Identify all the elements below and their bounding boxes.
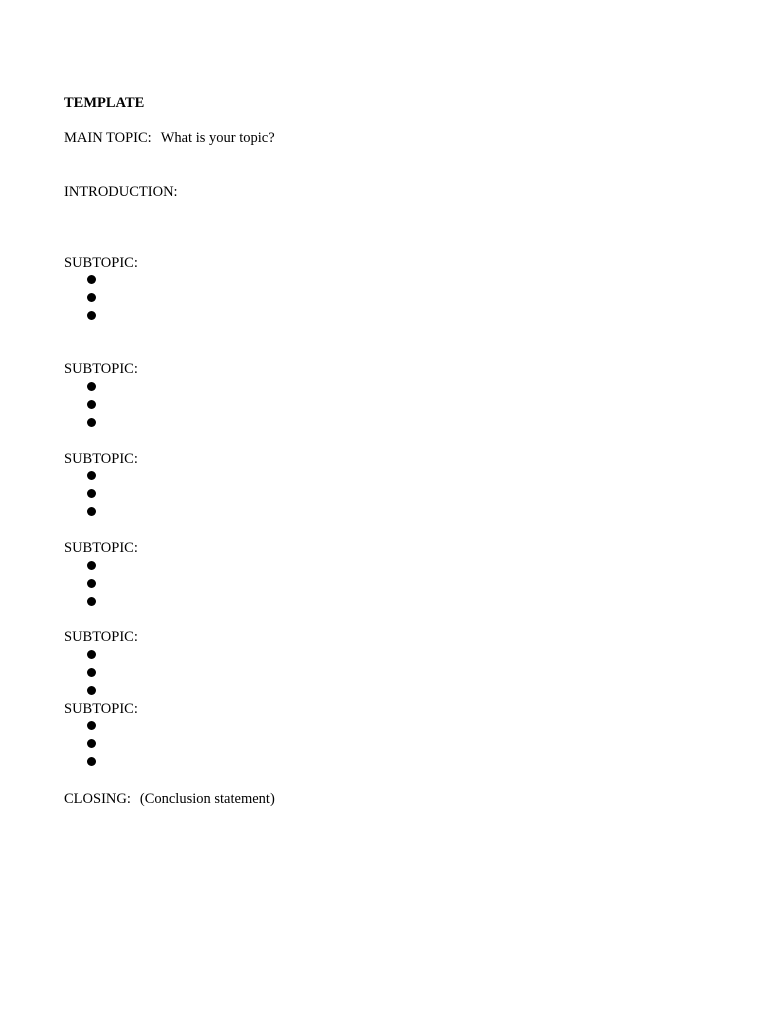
- bullet-point: [87, 757, 96, 766]
- bullet-point: [87, 739, 96, 748]
- subtopic-label: SUBTOPIC:: [64, 540, 138, 556]
- closing-line: [64, 790, 275, 808]
- closing-label: CLOSING:: [64, 791, 131, 807]
- introduction-label: INTRODUCTION:: [64, 184, 178, 200]
- bullet-point: [87, 418, 96, 427]
- bullet-point: [87, 471, 96, 480]
- bullet-point: [87, 275, 96, 284]
- bullet-point: [87, 293, 96, 302]
- bullet-point: [87, 382, 96, 391]
- bullet-point: [87, 489, 96, 498]
- bullet-point: [87, 400, 96, 409]
- subtopic-label: SUBTOPIC:: [64, 629, 138, 645]
- subtopic-label: SUBTOPIC:: [64, 255, 138, 271]
- main-topic-label: MAIN TOPIC:: [64, 130, 152, 146]
- bullet-point: [87, 311, 96, 320]
- bullet-point: [87, 507, 96, 516]
- bullet-point: [87, 650, 96, 659]
- bullet-point: [87, 579, 96, 588]
- subtopic-label: SUBTOPIC:: [64, 451, 138, 467]
- main-topic-line: [64, 129, 275, 147]
- subtopic-label: SUBTOPIC:: [64, 361, 138, 377]
- document-title: TEMPLATE: [64, 95, 145, 111]
- bullet-point: [87, 561, 96, 570]
- bullet-point: [87, 721, 96, 730]
- subtopic-label: SUBTOPIC:: [64, 701, 138, 717]
- bullet-point: [87, 668, 96, 677]
- main-topic-value: What is your topic?: [160, 130, 275, 146]
- bullet-point: [87, 686, 96, 695]
- bullet-point: [87, 597, 96, 606]
- closing-value: (Conclusion statement): [139, 791, 275, 807]
